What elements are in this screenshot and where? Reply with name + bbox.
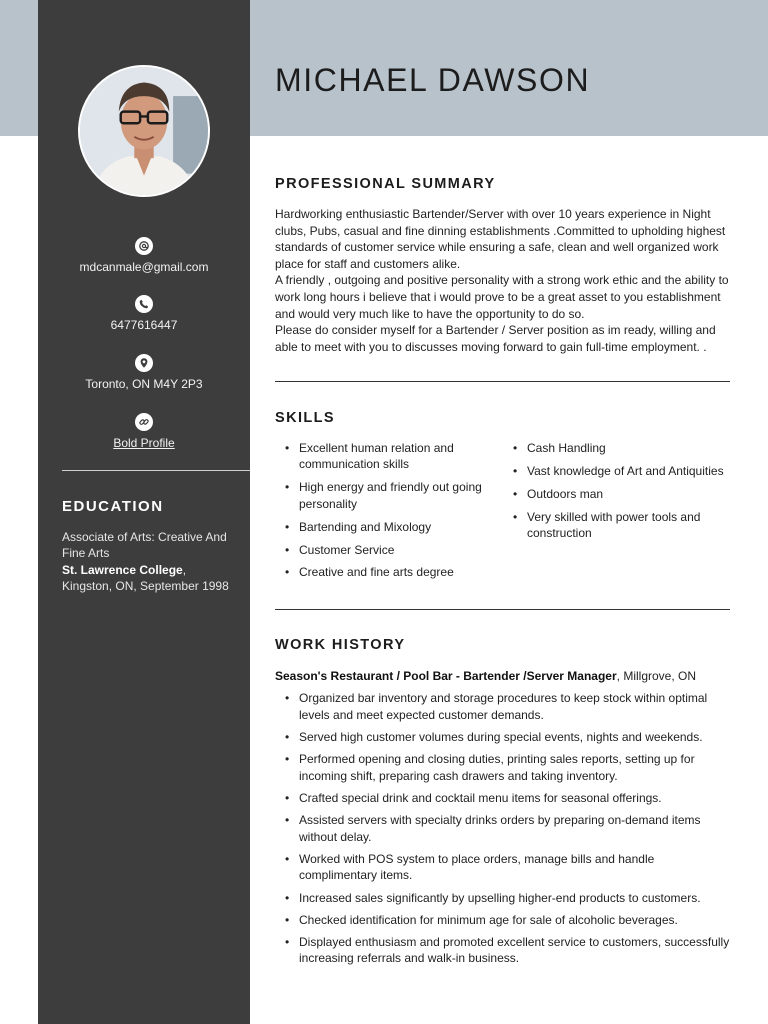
skill-item: • Bartending and Mixology <box>275 519 490 535</box>
education-details: Kingston, ON, September 1998 <box>62 578 229 593</box>
education-heading: EDUCATION <box>62 498 164 515</box>
education-degree: Associate of Arts: Creative And Fine Arts <box>62 530 227 561</box>
at-sign-icon <box>135 237 153 255</box>
link-icon <box>135 413 153 431</box>
education-school-suffix: , <box>182 562 187 577</box>
education-entry <box>62 529 242 594</box>
email-text: mdcanmale@gmail.com <box>79 260 209 274</box>
job-title-line <box>275 668 696 684</box>
location-text: Toronto, ON M4Y 2P3 <box>85 377 203 391</box>
skill-item: • Outdoors man <box>503 486 731 502</box>
phone-icon <box>135 295 153 313</box>
skills-heading: SKILLS <box>275 410 335 426</box>
work-bullet: • Performed opening and closing duties, printing sales reports, setting up for incoming shift, preparing cash drawers and taking inventory. <box>275 751 731 784</box>
summary-paragraph: Hardworking enthusiastic Bartender/Server with over 10 years experience in Night clubs, Pubs, casual and fine dinning establishments .Committed to upholding highest standards of customer service while ensuring a safe, clean and well organized work place for staff and customers alike. <box>275 207 726 271</box>
job-separator: - <box>452 669 464 683</box>
summary-paragraph: A friendly , outgoing and positive personality with a strong work ethic and the ability to work long hours i believe that i would prove to be a great asset to you establishment and would very much like to have the opportunity to do so. <box>275 273 729 321</box>
summary-divider <box>275 381 730 382</box>
work-bullet: • Assisted servers with specialty drinks orders by preparing on-demand items without delay. <box>275 812 731 845</box>
job-location: , Millgrove, ON <box>616 669 697 683</box>
skills-divider <box>275 609 730 610</box>
contact-location <box>38 354 250 392</box>
skill-item: • Cash Handling <box>503 440 731 456</box>
sidebar-divider <box>62 470 250 471</box>
work-bullet: • Worked with POS system to place orders, manage bills and handle complimentary items. <box>275 851 731 884</box>
summary-heading: PROFESSIONAL SUMMARY <box>275 176 496 192</box>
work-bullet: • Organized bar inventory and storage procedures to keep stock within optimal levels and meet expected customer demands. <box>275 690 731 723</box>
skill-item: • Vast knowledge of Art and Antiquities <box>503 463 731 479</box>
job-employer: Season's Restaurant / Pool Bar <box>275 669 453 683</box>
work-heading: WORK HISTORY <box>275 637 406 653</box>
work-bullet: • Served high customer volumes during special events, nights and weekends. <box>275 729 731 746</box>
work-bullet: • Checked identification for minimum age for sale of alcoholic beverages. <box>275 912 731 929</box>
skills-list-right <box>503 440 731 548</box>
skill-item: • Excellent human relation and communication skills <box>275 440 490 473</box>
profile-photo-illustration <box>80 67 208 195</box>
contact-profile <box>38 413 250 451</box>
education-school-line <box>62 562 242 578</box>
location-pin-icon <box>135 354 153 372</box>
skill-item: • High energy and friendly out going personality <box>275 479 490 512</box>
contact-email <box>38 237 250 275</box>
work-bullets <box>275 690 731 973</box>
left-margin-strip <box>0 136 38 992</box>
profile-link[interactable]: Bold Profile <box>113 436 175 450</box>
skills-list-left <box>275 440 490 587</box>
skill-item: • Customer Service <box>275 542 490 558</box>
job-title: Bartender /Server Manager <box>463 669 617 683</box>
profile-photo <box>78 65 210 197</box>
sidebar <box>38 0 250 1024</box>
phone-text: 6477616447 <box>110 318 178 332</box>
skill-item: • Very skilled with power tools and construction <box>503 509 731 542</box>
work-bullet: • Crafted special drink and cocktail menu items for seasonal offerings. <box>275 790 731 807</box>
work-bullet: • Increased sales significantly by upselling higher-end products to customers. <box>275 890 731 907</box>
candidate-name: MICHAEL DAWSON <box>275 62 591 98</box>
summary-text <box>275 206 731 355</box>
skill-item: • Creative and fine arts degree <box>275 564 490 580</box>
education-school: St. Lawrence College <box>62 562 183 577</box>
contact-phone <box>38 295 250 333</box>
work-bullet: • Displayed enthusiasm and promoted excellent service to customers, successfully increasing referrals and walk-in business. <box>275 934 731 967</box>
summary-paragraph: Please do consider myself for a Bartender / Server position as im ready, willing and able to meet with you to discusses moving forward to gain full-time employment. . <box>275 323 716 354</box>
